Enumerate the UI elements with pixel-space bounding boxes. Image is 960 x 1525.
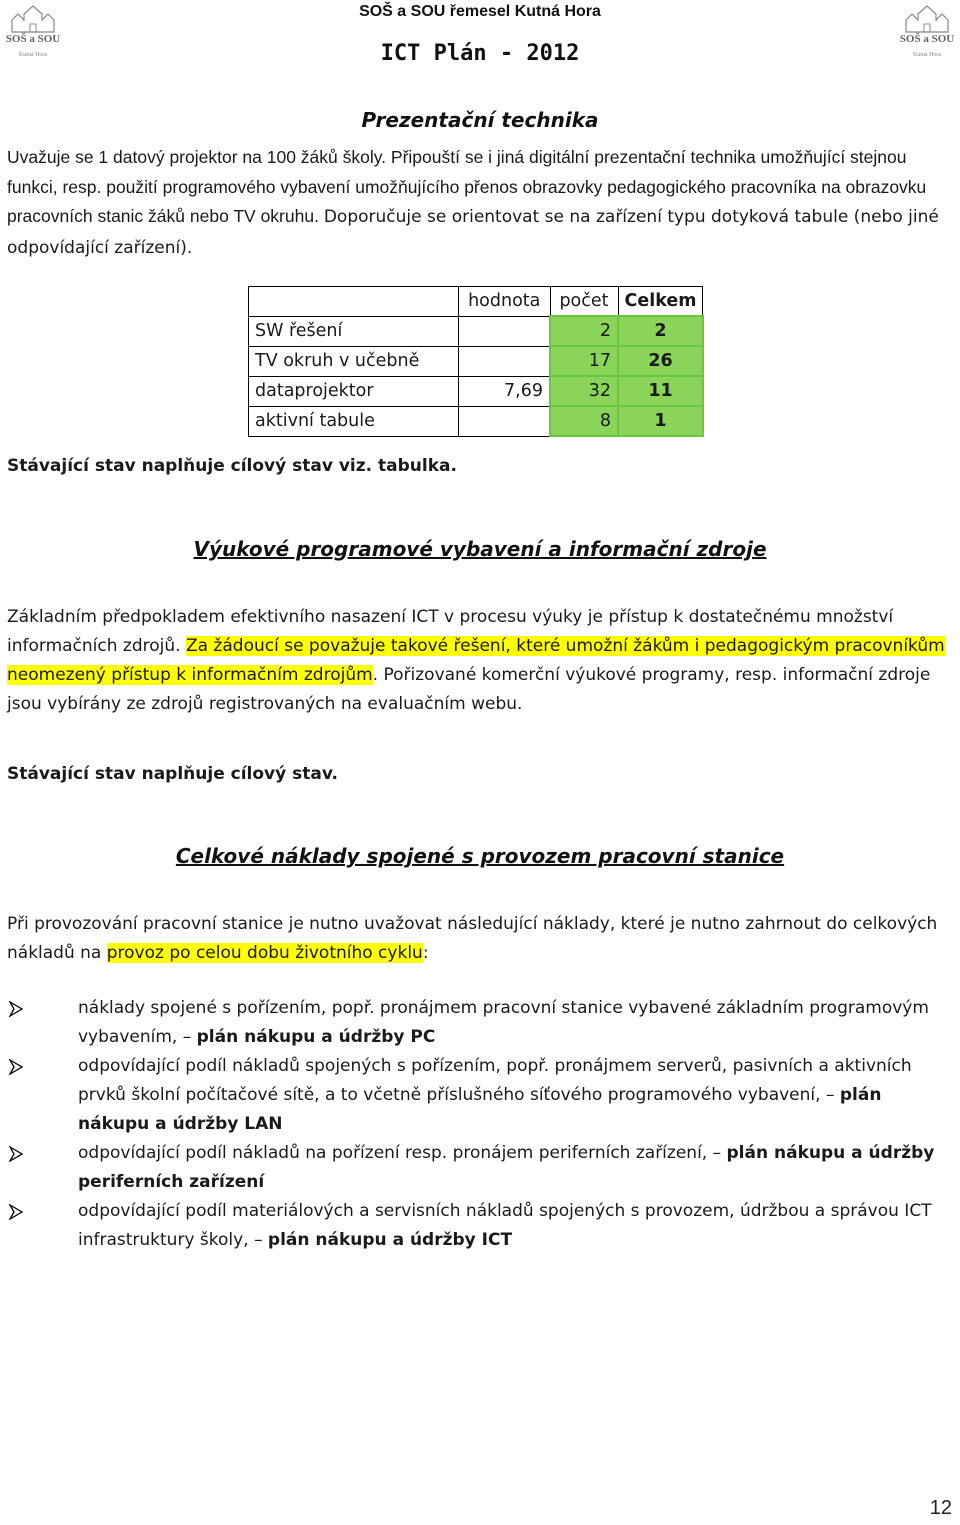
section3-highlight: provoz po celou dobu životního cyklu <box>106 943 423 963</box>
table-cell-name: SW řešení <box>249 316 459 346</box>
table-header-celkem: Celkem <box>618 287 703 317</box>
list-item-text: odpovídající podíl nákladů na pořízení resp. pronájem periferních zařízení, – <box>78 1143 727 1163</box>
table-cell-pocet: 17 <box>550 346 618 376</box>
section1-paragraph <box>7 143 947 263</box>
table-cell-pocet: 2 <box>550 316 618 346</box>
arrow-bullet-icon <box>8 1059 24 1075</box>
table-cell-celkem: 11 <box>618 376 703 406</box>
list-item <box>0 1139 960 1197</box>
section2-paragraph <box>7 603 947 719</box>
section3-text-a: Při provozování pracovní stanice je nutno uvažovat následující náklady, které je nutno zahrnout do celkových nákladů na <box>7 914 938 963</box>
table-cell-name: TV okruh v učebně <box>249 346 459 376</box>
table-cell-name: dataprojektor <box>249 376 459 406</box>
section2-highlight: Za žádoucí se považuje takové řešení, které umožní žákům i pedagogickým pracovníkům neomezený přístup k informačním zdrojům <box>7 636 945 685</box>
table-row <box>249 376 703 406</box>
header-school-name: SOŠ a SOU řemesel Kutná Hora <box>359 3 601 20</box>
cost-list <box>0 994 960 1255</box>
table-cell-pocet: 8 <box>550 406 618 436</box>
table-header-pocet: počet <box>550 287 618 317</box>
table-row <box>249 406 703 436</box>
section2-conclusion: Stávající stav naplňuje cílový stav. <box>7 764 339 784</box>
arrow-bullet-icon <box>8 1204 24 1220</box>
list-item-bold: plán nákupu a údržby periferních zařízení <box>78 1143 935 1192</box>
equipment-table <box>248 286 704 437</box>
table-cell-pocet: 32 <box>550 376 618 406</box>
table-row <box>249 346 703 376</box>
header-plan-title: ICT Plán - 2012 <box>380 41 580 66</box>
section-heading-software: Výukové programové vybavení a informační zdroje <box>193 537 767 561</box>
table-cell-celkem: 1 <box>618 406 703 436</box>
section-heading-presentation: Prezentační technika <box>361 108 599 132</box>
table-cell-hodnota <box>459 316 551 346</box>
table-cell-name: aktivní tabule <box>249 406 459 436</box>
logo-subtext: Kutná Hora <box>18 52 48 58</box>
list-item <box>0 1197 960 1255</box>
table-cell-celkem: 2 <box>618 316 703 346</box>
section1-text: Uvažuje se 1 datový projektor na 100 žáků školy. Připouští se i jiná digitální prezentační technika umožňující stejnou funkci, resp. použití programového vybavení umožňujícího přenos obrazovky pedagogického pracovníka na obrazovku pracovních stanic žáků nebo TV okruhu. <box>7 147 927 226</box>
page-number: 12 <box>929 1497 952 1519</box>
list-item <box>0 1052 960 1139</box>
table-header-hodnota: hodnota <box>459 287 551 317</box>
section3-paragraph <box>7 910 947 968</box>
section1-conclusion: Stávající stav naplňuje cílový stav viz. tabulka. <box>7 456 457 476</box>
logo-text: SOŠ a SOU <box>899 33 955 45</box>
list-item-bold: plán nákupu a údržby ICT <box>267 1230 513 1250</box>
list-item-bold: plán nákupu a údržby PC <box>196 1027 436 1047</box>
table-cell-celkem: 26 <box>618 346 703 376</box>
table-header-row <box>249 287 703 317</box>
list-item-bold: plán nákupu a údržby LAN <box>78 1085 882 1134</box>
section1-text-recommend: Doporučuje se orientovat se na zařízení typu dotyková tabule (nebo jiné odpovídající zařízení). <box>7 207 939 258</box>
section3-text-b: : <box>422 943 429 963</box>
logo-text: SOŠ a SOU <box>5 33 61 45</box>
table-cell-hodnota <box>459 406 551 436</box>
list-item <box>0 994 960 1052</box>
table-cell-hodnota <box>459 346 551 376</box>
list-item-text: odpovídající podíl nákladů spojených s pořízením, popř. pronájmem serverů, pasivních a aktivních prvků školní počítačové sítě, a to včetně příslušného síťového programového vybavení, – <box>78 1056 912 1105</box>
section2-text-a: Základním předpokladem efektivního nasazení ICT v procesu výuky je přístup k dostatečnému množství informačních zdrojů. <box>7 607 894 656</box>
table-row <box>249 316 703 346</box>
list-item-text: odpovídající podíl materiálových a servisních nákladů spojených s provozem, údržbou a správou ICT infrastruktury školy, – <box>78 1201 932 1250</box>
section2-text-b: . Pořizované komerční výukové programy, resp. informační zdroje jsou vybírány ze zdrojů registrovaných na evaluačním webu. <box>7 665 931 714</box>
table-cell-hodnota: 7,69 <box>459 376 551 406</box>
arrow-bullet-icon <box>8 1001 24 1017</box>
list-item-text: náklady spojené s pořízením, popř. pronájmem pracovní stanice vybavené základním programovým vybavením, – <box>78 998 929 1047</box>
section-heading-costs: Celkové náklady spojené s provozem pracovní stanice <box>175 844 785 868</box>
table-header-empty <box>249 287 459 317</box>
arrow-bullet-icon <box>8 1146 24 1162</box>
logo-subtext: Kutná Hora <box>912 52 942 58</box>
